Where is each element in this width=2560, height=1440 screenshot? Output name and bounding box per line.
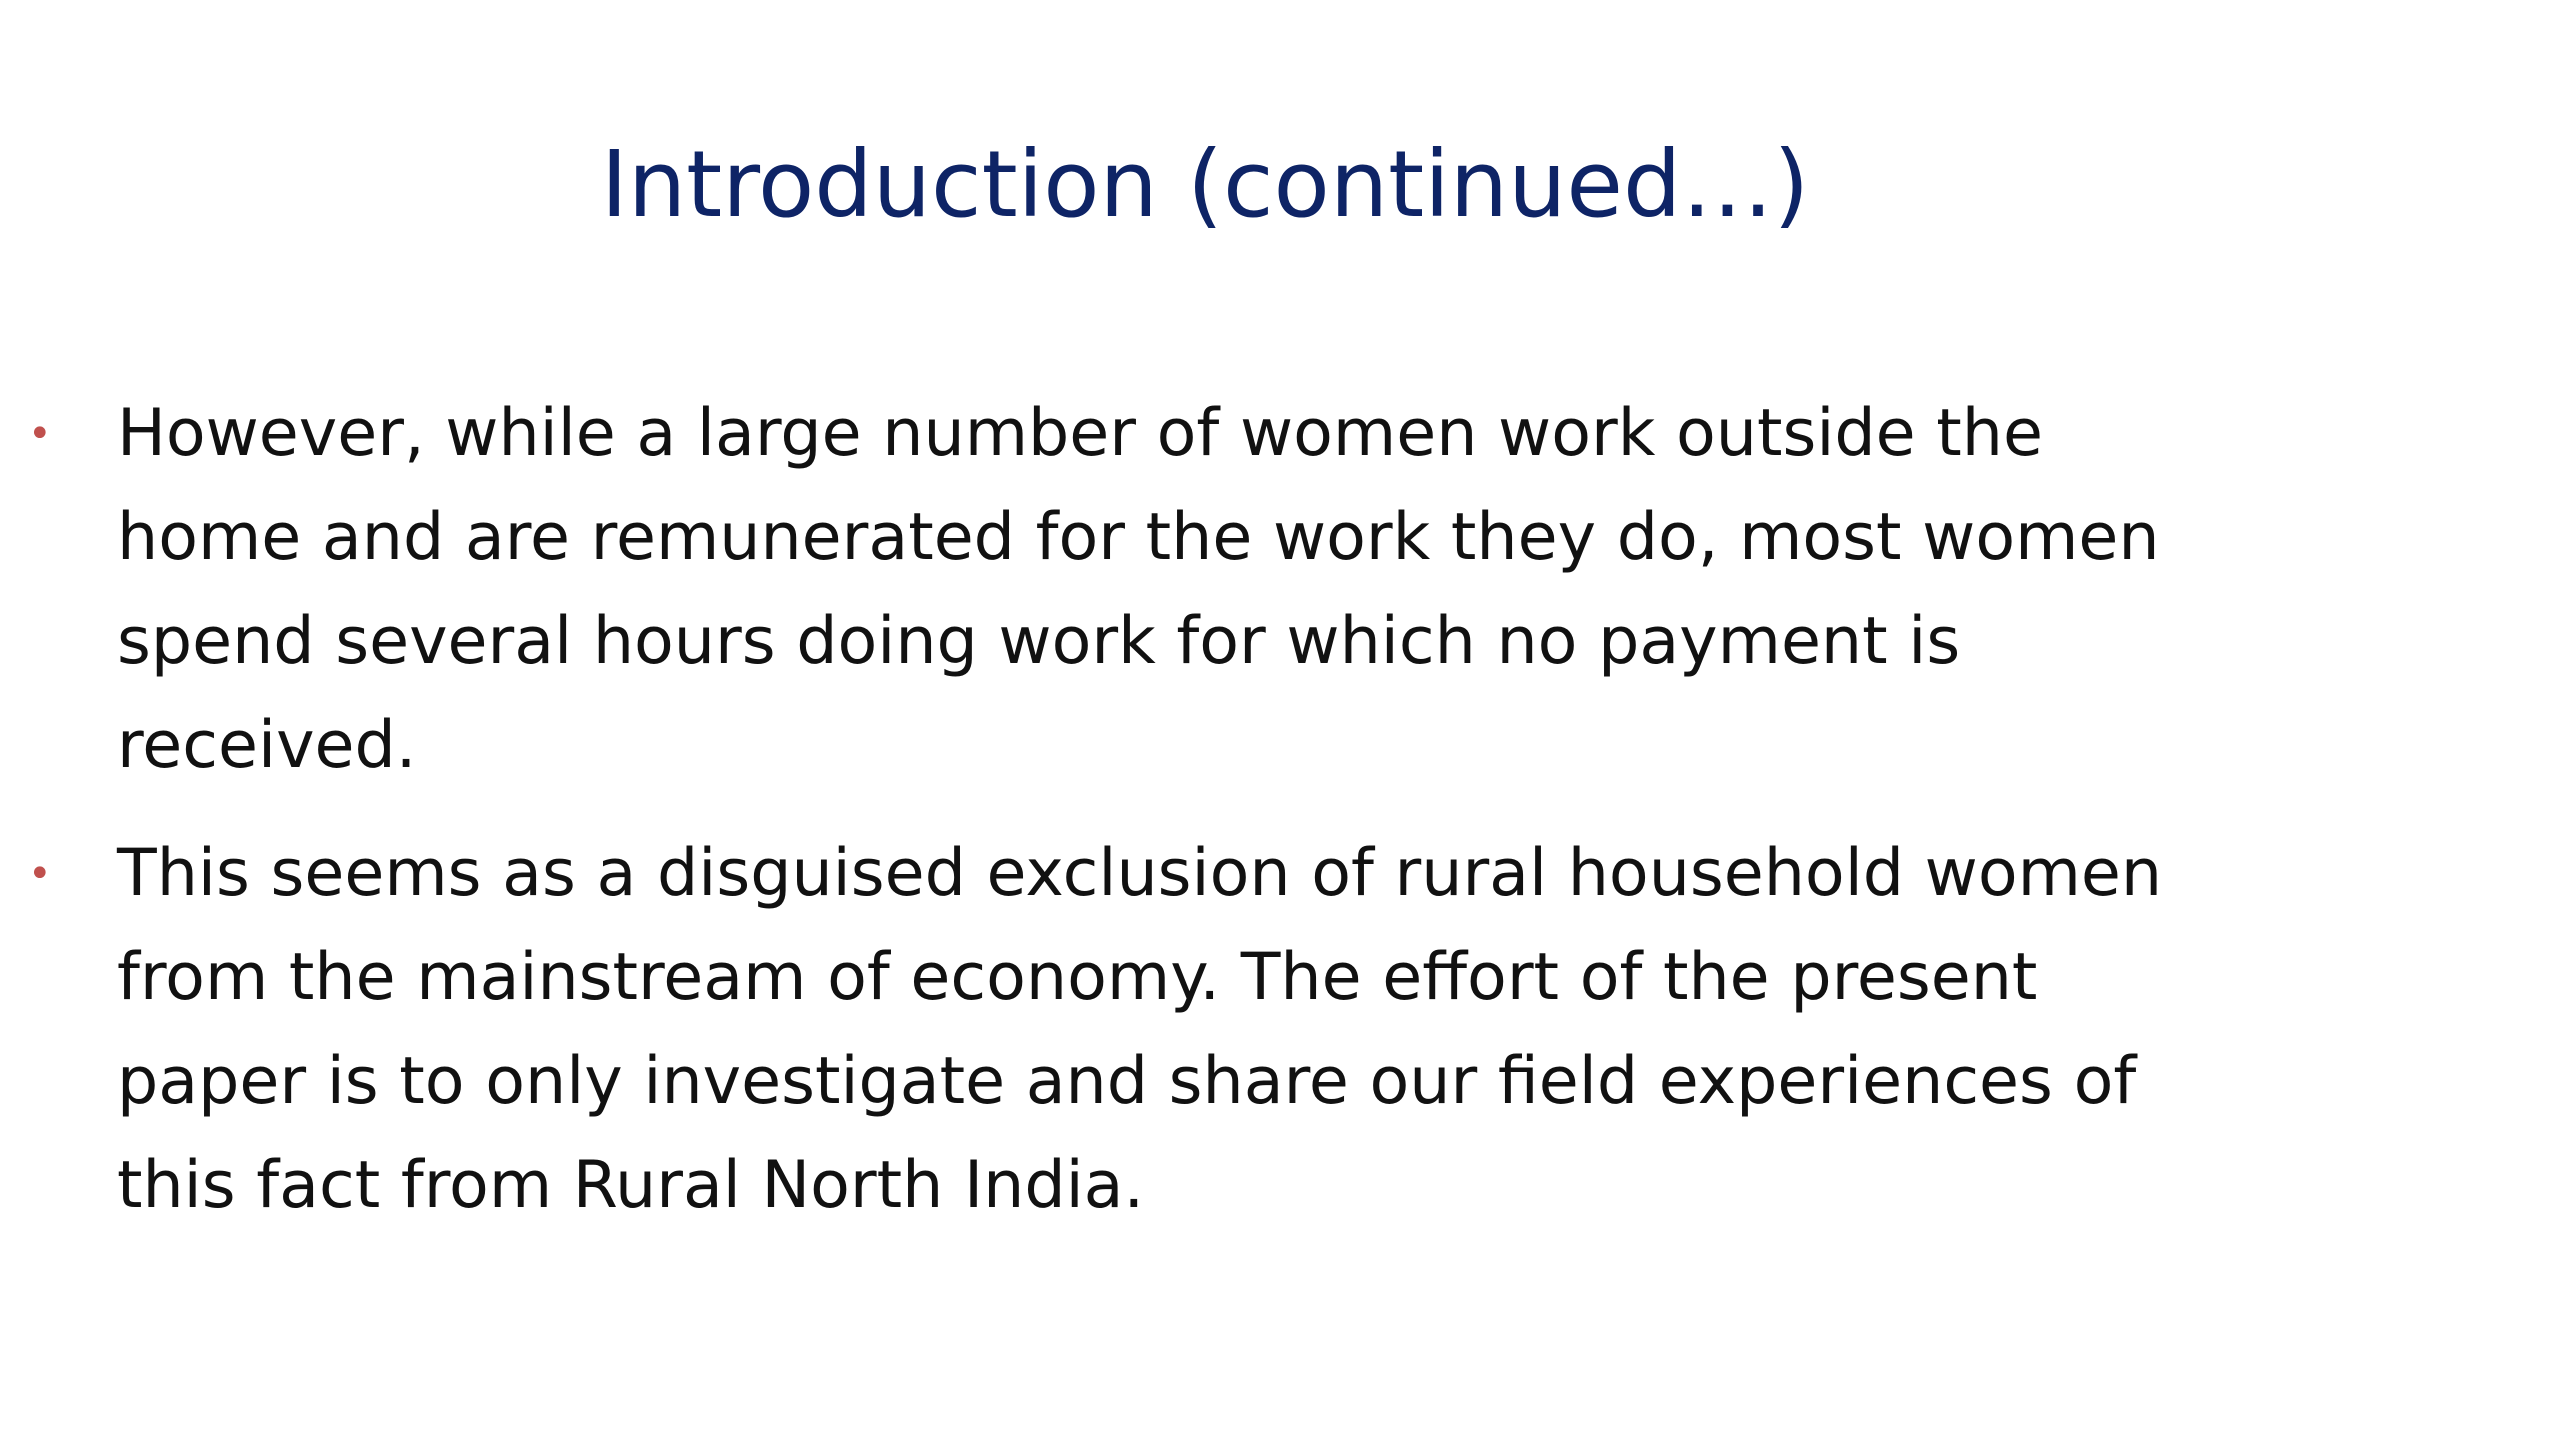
slide-title: Introduction (continued…) (600, 131, 1810, 238)
bullet-list (0, 382, 2200, 1262)
bullet-item (0, 382, 2167, 798)
bullet-icon: • (28, 411, 52, 457)
bullet-icon: • (28, 851, 52, 897)
bullet-item (0, 822, 2167, 1238)
bullet-text: However, while a large number of women work outside the home and are remunerated for the work they do, most women spend several hours doing work for which no payment is received. (117, 396, 2160, 783)
bullet-text: This seems as a disguised exclusion of rural household women from the mainstream of economy. The effort of the present paper is to only investigate and share our field experiences of this fact from Rural North India. (117, 836, 2163, 1223)
